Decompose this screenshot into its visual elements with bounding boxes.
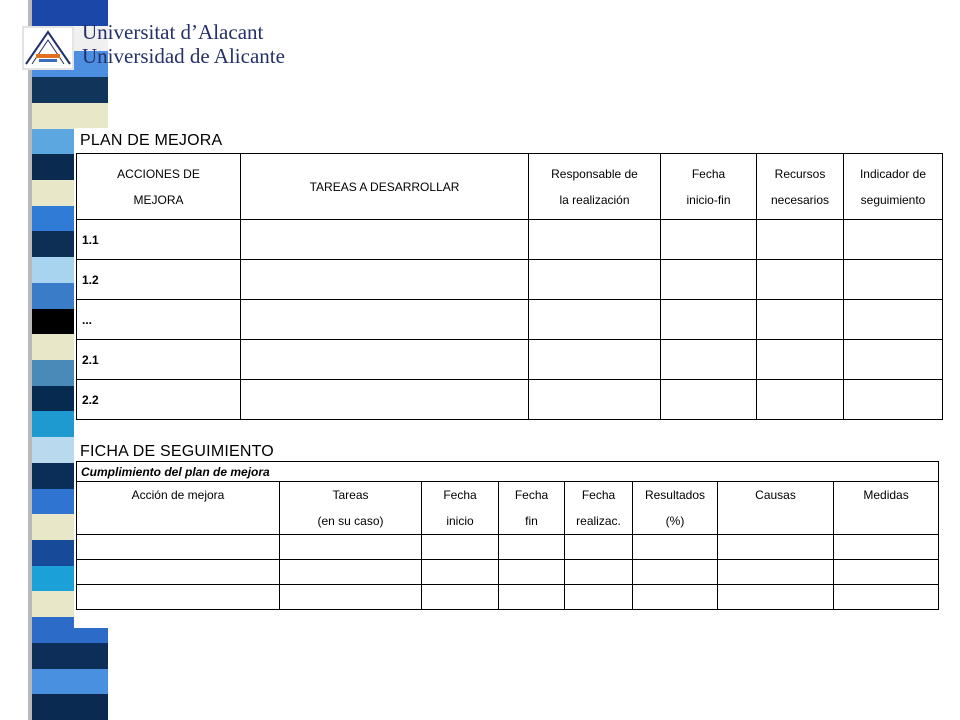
plan-title: PLAN DE MEJORA bbox=[80, 132, 223, 149]
plan-header-recursos: Recursos necesarios bbox=[757, 154, 844, 220]
university-logo-icon bbox=[22, 26, 74, 70]
table-cell bbox=[757, 300, 844, 340]
table-cell bbox=[718, 560, 834, 585]
stripe-block bbox=[32, 643, 108, 669]
table-cell bbox=[241, 260, 529, 300]
table-cell bbox=[834, 585, 939, 610]
row-label: 2.1 bbox=[77, 340, 241, 380]
table-cell bbox=[280, 585, 422, 610]
table-cell bbox=[241, 340, 529, 380]
stripe-block bbox=[32, 103, 108, 129]
table-cell bbox=[718, 535, 834, 560]
table-cell bbox=[757, 260, 844, 300]
row-label: 1.2 bbox=[77, 260, 241, 300]
table-cell bbox=[633, 560, 718, 585]
ficha-header-fecha-fin: Fecha fin bbox=[499, 482, 565, 535]
table-cell bbox=[499, 585, 565, 610]
table-cell bbox=[565, 535, 633, 560]
ficha-caption: Cumplimiento del plan de mejora bbox=[77, 462, 939, 482]
plan-header-responsable: Responsable de la realización bbox=[529, 154, 661, 220]
ficha-header-accion: Acción de mejora bbox=[77, 482, 280, 535]
ficha-title: FICHA DE SEGUIMIENTO bbox=[80, 443, 274, 460]
ficha-header-causas: Causas bbox=[718, 482, 834, 535]
document-panel bbox=[74, 128, 944, 628]
table-cell bbox=[565, 560, 633, 585]
ficha-table bbox=[76, 461, 939, 610]
table-cell bbox=[834, 560, 939, 585]
table-cell bbox=[499, 535, 565, 560]
table-cell bbox=[422, 560, 499, 585]
plan-header-row bbox=[77, 154, 943, 220]
table-cell bbox=[241, 220, 529, 260]
table-cell bbox=[565, 585, 633, 610]
plan-header-indicador: Indicador de seguimiento bbox=[844, 154, 943, 220]
plan-header-tareas: TAREAS A DESARROLLAR bbox=[241, 154, 529, 220]
row-label: ... bbox=[77, 300, 241, 340]
table-cell bbox=[529, 220, 661, 260]
table-cell bbox=[661, 380, 757, 420]
table-cell bbox=[77, 585, 280, 610]
table-cell bbox=[661, 220, 757, 260]
table-cell bbox=[280, 560, 422, 585]
table-cell bbox=[499, 560, 565, 585]
ficha-caption-row bbox=[77, 462, 939, 482]
ficha-header-medidas: Medidas bbox=[834, 482, 939, 535]
table-cell bbox=[844, 340, 943, 380]
university-name-spanish: Universidad de Alicante bbox=[82, 44, 285, 68]
table-cell bbox=[529, 340, 661, 380]
plan-header-fecha: Fecha inicio-fin bbox=[661, 154, 757, 220]
stripe-block bbox=[32, 694, 108, 720]
table-cell bbox=[661, 300, 757, 340]
table-cell bbox=[422, 585, 499, 610]
ficha-header-tareas: Tareas (en su caso) bbox=[280, 482, 422, 535]
ficha-header-resultados: Resultados (%) bbox=[633, 482, 718, 535]
stripe-block bbox=[32, 77, 108, 103]
table-cell bbox=[834, 535, 939, 560]
ficha-header-fecha-inicio: Fecha inicio bbox=[422, 482, 499, 535]
ficha-header-row bbox=[77, 482, 939, 535]
row-label: 1.1 bbox=[77, 220, 241, 260]
table-cell bbox=[529, 300, 661, 340]
table-cell bbox=[718, 585, 834, 610]
table-cell bbox=[633, 585, 718, 610]
table-row bbox=[77, 585, 939, 610]
table-cell bbox=[529, 380, 661, 420]
table-cell bbox=[280, 535, 422, 560]
university-name bbox=[82, 20, 285, 68]
table-cell bbox=[844, 300, 943, 340]
table-row bbox=[77, 260, 943, 300]
table-row bbox=[77, 340, 943, 380]
ficha-header-fecha-realizac: Fecha realizac. bbox=[565, 482, 633, 535]
table-row bbox=[77, 220, 943, 260]
table-cell bbox=[77, 535, 280, 560]
row-label: 2.2 bbox=[77, 380, 241, 420]
table-cell bbox=[661, 340, 757, 380]
table-cell bbox=[757, 380, 844, 420]
university-name-valencian: Universitat d’Alacant bbox=[82, 20, 264, 44]
table-row bbox=[77, 300, 943, 340]
table-row bbox=[77, 535, 939, 560]
plan-header-acciones: ACCIONES DE MEJORA bbox=[77, 154, 241, 220]
table-cell bbox=[757, 340, 844, 380]
table-cell bbox=[529, 260, 661, 300]
stripe-block bbox=[32, 669, 108, 695]
table-row bbox=[77, 560, 939, 585]
table-cell bbox=[757, 220, 844, 260]
table-cell bbox=[844, 380, 943, 420]
table-cell bbox=[844, 220, 943, 260]
table-cell bbox=[422, 535, 499, 560]
table-cell bbox=[633, 535, 718, 560]
table-cell bbox=[77, 560, 280, 585]
table-cell bbox=[241, 300, 529, 340]
table-cell bbox=[241, 380, 529, 420]
table-cell bbox=[661, 260, 757, 300]
plan-table bbox=[76, 153, 943, 420]
table-row bbox=[77, 380, 943, 420]
table-cell bbox=[844, 260, 943, 300]
